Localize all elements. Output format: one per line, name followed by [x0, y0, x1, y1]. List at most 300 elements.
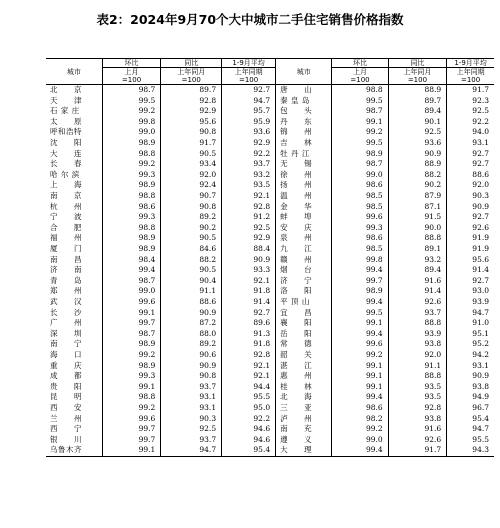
yoy-cell-left: 90.4	[161, 276, 222, 287]
city-cell-right: 济 宁	[276, 276, 332, 287]
city-cell-right: 韶 关	[276, 350, 332, 361]
avg-cell-right: 95.5	[447, 435, 494, 446]
yoy-cell-right: 88.8	[388, 233, 447, 244]
avg-cell-left: 92.2	[222, 149, 276, 160]
mom-cell-right: 98.6	[332, 403, 388, 414]
yoy-cell-right: 88.2	[388, 170, 447, 181]
avg-cell-left: 95.5	[222, 392, 276, 403]
city-cell-right: 唐 山	[276, 85, 332, 96]
yoy-cell-right: 91.6	[388, 276, 447, 287]
mom-cell-left: 98.8	[102, 149, 161, 160]
city-cell-left: 呼和浩特	[50, 127, 82, 137]
mom-cell-right: 99.4	[332, 297, 388, 308]
yoy-cell-left: 88.0	[161, 329, 222, 340]
yoy-cell-right: 89.4	[388, 265, 447, 276]
city-cell-left: 南 京	[50, 191, 82, 201]
base-right-1: =100	[332, 76, 388, 85]
mom-cell-right: 98.5	[332, 191, 388, 202]
city-cell-left: 银 川	[50, 434, 82, 444]
mom-cell-left: 98.7	[102, 276, 161, 287]
mom-cell-left: 98.7	[102, 85, 161, 96]
avg-cell-right: 94.9	[447, 392, 494, 403]
yoy-cell-left: 90.6	[161, 350, 222, 361]
mom-cell-left: 99.5	[102, 96, 161, 107]
mom-header-left: 环比	[102, 59, 161, 68]
mom-cell-right: 99.4	[332, 265, 388, 276]
mom-cell-right: 99.4	[332, 329, 388, 340]
city-cell-right: 南 充	[276, 424, 332, 435]
yoy-cell-left: 92.5	[161, 424, 222, 435]
avg-cell-right: 88.6	[447, 170, 494, 181]
avg-cell-right: 92.7	[447, 276, 494, 287]
city-cell-right: 惠 州	[276, 371, 332, 382]
yoy-cell-left: 93.4	[161, 159, 222, 170]
yoy-cell-right: 89.7	[388, 96, 447, 107]
avg-cell-left: 89.6	[222, 318, 276, 329]
mom-sub-right: 上月	[332, 68, 388, 77]
city-cell-left: 长 沙	[50, 307, 82, 317]
mom-cell-right: 99.6	[332, 212, 388, 223]
mom-cell-left: 99.6	[102, 297, 161, 308]
price-index-table	[46, 58, 494, 457]
yoy-cell-right: 88.8	[388, 318, 447, 329]
mom-cell-right: 99.1	[332, 371, 388, 382]
yoy-cell-right: 92.5	[388, 127, 447, 138]
table-row	[46, 96, 494, 107]
base-right-2: =100	[388, 76, 447, 85]
yoy-sub-right: 上年同月	[388, 68, 447, 77]
table-row	[46, 159, 494, 170]
table-row	[46, 350, 494, 361]
city-cell-right: 襄 阳	[276, 318, 332, 329]
table-title: 表2：2024年9月70个大中城市二手住宅销售价格指数	[96, 12, 404, 27]
yoy-cell-left: 93.1	[161, 403, 222, 414]
mom-cell-right: 98.9	[332, 286, 388, 297]
avg-cell-left: 91.3	[222, 329, 276, 340]
yoy-cell-right: 93.8	[388, 339, 447, 350]
yoy-cell-left: 90.5	[161, 149, 222, 160]
avg-cell-right: 94.7	[447, 307, 494, 318]
city-cell-right: 安 庆	[276, 223, 332, 234]
table-row	[46, 424, 494, 435]
avg-cell-right: 95.4	[447, 413, 494, 424]
city-cell-right: 徐 州	[276, 170, 332, 181]
city-cell-left: 郑 州	[50, 286, 82, 296]
avg-cell-left: 92.9	[222, 233, 276, 244]
yoy-cell-right: 93.8	[388, 413, 447, 424]
table-header	[46, 59, 494, 85]
mom-cell-right: 98.8	[332, 85, 388, 96]
yoy-cell-left: 90.5	[161, 265, 222, 276]
table-row	[46, 127, 494, 138]
mom-cell-right: 99.1	[332, 382, 388, 393]
yoy-cell-right: 92.8	[388, 403, 447, 414]
avg-cell-left: 94.6	[222, 435, 276, 446]
avg-cell-left: 92.1	[222, 360, 276, 371]
avg-cell-right: 93.1	[447, 138, 494, 149]
mom-cell-right: 98.6	[332, 233, 388, 244]
yoy-cell-right: 87.9	[388, 191, 447, 202]
avg-cell-right: 94.3	[447, 445, 494, 456]
table-row	[46, 392, 494, 403]
city-cell-left: 上 海	[50, 180, 82, 190]
city-cell-left: 哈 尔 滨	[50, 169, 80, 179]
avg-cell-left: 92.2	[222, 413, 276, 424]
table-row	[46, 286, 494, 297]
avg-cell-right: 92.7	[447, 159, 494, 170]
yoy-cell-left: 88.6	[161, 297, 222, 308]
mom-cell-left: 99.2	[102, 350, 161, 361]
mom-cell-left: 98.8	[102, 191, 161, 202]
city-cell-right: 包 头	[276, 106, 332, 117]
city-cell-right: 秦 皇 岛	[276, 96, 332, 107]
avg-cell-right: 92.7	[447, 212, 494, 223]
base-right-3: =100	[447, 76, 494, 85]
table-row	[46, 180, 494, 191]
yoy-cell-left: 89.2	[161, 212, 222, 223]
city-cell-right: 常 德	[276, 339, 332, 350]
city-cell-left: 厦 门	[50, 244, 82, 253]
mom-cell-right: 98.6	[332, 180, 388, 191]
mom-cell-right: 98.5	[332, 244, 388, 255]
table-row	[46, 297, 494, 308]
mom-cell-right: 98.5	[332, 202, 388, 213]
city-cell-left: 太 原	[50, 116, 82, 126]
yoy-cell-left: 93.7	[161, 435, 222, 446]
avg-cell-left: 95.9	[222, 117, 276, 128]
yoy-cell-right: 89.1	[388, 244, 447, 255]
avg-cell-right: 91.9	[447, 244, 494, 255]
yoy-cell-left: 93.1	[161, 392, 222, 403]
city-cell-right: 锦 州	[276, 127, 332, 138]
mom-cell-left: 99.6	[102, 413, 161, 424]
city-cell-left: 北 京	[50, 85, 82, 95]
mom-cell-left: 98.4	[102, 255, 161, 266]
city-cell-left: 海 口	[50, 349, 82, 359]
table-row	[46, 212, 494, 223]
yoy-cell-right: 90.2	[388, 180, 447, 191]
table-row	[46, 318, 494, 329]
avg-header-left: 1-9月平均	[222, 59, 276, 68]
avg-cell-left: 93.6	[222, 127, 276, 138]
yoy-cell-left: 90.2	[161, 223, 222, 234]
table-row	[46, 329, 494, 340]
avg-cell-left: 91.8	[222, 286, 276, 297]
city-cell-left: 杭 州	[50, 201, 82, 211]
avg-cell-left: 95.7	[222, 106, 276, 117]
city-cell-left: 重 庆	[50, 360, 82, 370]
avg-cell-right: 94.7	[447, 424, 494, 435]
table-row	[46, 85, 494, 96]
city-cell-right: 北 海	[276, 392, 332, 403]
city-cell-left: 宁 波	[50, 212, 82, 222]
city-cell-right: 赣 州	[276, 255, 332, 266]
mom-cell-right: 98.7	[332, 159, 388, 170]
mom-cell-left: 99.3	[102, 170, 161, 181]
city-cell-left: 深 圳	[50, 328, 82, 338]
table-row	[46, 445, 494, 456]
city-cell-right: 桂 林	[276, 382, 332, 393]
yoy-cell-right: 91.1	[388, 360, 447, 371]
table-row	[46, 149, 494, 160]
yoy-cell-left: 92.4	[161, 180, 222, 191]
yoy-cell-left: 94.7	[161, 445, 222, 456]
avg-header-right: 1-9月平均	[447, 59, 494, 68]
table-row	[46, 339, 494, 350]
base-left-3: =100	[222, 76, 276, 85]
mom-cell-right: 99.7	[332, 276, 388, 287]
avg-cell-right: 90.3	[447, 191, 494, 202]
yoy-cell-right: 93.9	[388, 329, 447, 340]
mom-cell-left: 99.4	[102, 265, 161, 276]
avg-cell-left: 92.9	[222, 138, 276, 149]
city-cell-right: 湛 江	[276, 360, 332, 371]
mom-cell-right: 99.3	[332, 223, 388, 234]
avg-cell-right: 95.2	[447, 339, 494, 350]
mom-header-right: 环比	[332, 59, 388, 68]
avg-cell-right: 92.2	[447, 117, 494, 128]
city-cell-right: 丹 东	[276, 117, 332, 128]
avg-cell-left: 94.6	[222, 424, 276, 435]
avg-cell-left: 93.3	[222, 265, 276, 276]
avg-cell-right: 92.0	[447, 180, 494, 191]
mom-cell-left: 99.2	[102, 106, 161, 117]
avg-cell-right: 91.9	[447, 233, 494, 244]
mom-cell-left: 98.9	[102, 233, 161, 244]
avg-cell-left: 92.1	[222, 276, 276, 287]
city-cell-right: 九 江	[276, 244, 332, 255]
city-cell-right: 烟 台	[276, 265, 332, 276]
mom-cell-right: 99.6	[332, 339, 388, 350]
avg-cell-right: 90.9	[447, 202, 494, 213]
mom-cell-left: 99.1	[102, 307, 161, 318]
yoy-cell-left: 84.6	[161, 244, 222, 255]
base-left-2: =100	[161, 76, 222, 85]
city-cell-right: 无 锡	[276, 159, 332, 170]
yoy-cell-right: 91.7	[388, 445, 447, 456]
avg-sub-left: 上年同期	[222, 68, 276, 77]
avg-cell-right: 93.9	[447, 297, 494, 308]
table-row	[46, 403, 494, 414]
city-cell-right: 岳 阳	[276, 329, 332, 340]
table-body	[46, 85, 494, 457]
city-cell-right: 大 理	[276, 445, 332, 456]
table-row	[46, 276, 494, 287]
mom-cell-right: 99.1	[332, 117, 388, 128]
yoy-cell-left: 89.2	[161, 339, 222, 350]
city-cell-right: 遵 义	[276, 435, 332, 446]
yoy-cell-right: 88.8	[388, 371, 447, 382]
yoy-cell-left: 89.7	[161, 85, 222, 96]
mom-cell-left: 98.8	[102, 223, 161, 234]
avg-cell-right: 94.0	[447, 127, 494, 138]
city-cell-right: 泉 州	[276, 233, 332, 244]
mom-cell-left: 99.3	[102, 212, 161, 223]
mom-cell-right: 98.2	[332, 413, 388, 424]
mom-cell-right: 98.9	[332, 149, 388, 160]
yoy-cell-left: 93.7	[161, 382, 222, 393]
yoy-cell-right: 91.5	[388, 212, 447, 223]
mom-cell-left: 99.1	[102, 445, 161, 456]
yoy-cell-right: 92.0	[388, 350, 447, 361]
yoy-cell-left: 92.0	[161, 170, 222, 181]
yoy-cell-right: 91.6	[388, 424, 447, 435]
yoy-cell-left: 92.8	[161, 96, 222, 107]
avg-cell-left: 92.5	[222, 223, 276, 234]
city-cell-left: 福 州	[50, 233, 82, 243]
city-cell-right: 扬 州	[276, 180, 332, 191]
yoy-cell-left: 90.5	[161, 233, 222, 244]
city-cell-left: 兰 州	[50, 413, 82, 423]
city-cell-left: 西 宁	[50, 424, 82, 434]
mom-cell-left: 99.7	[102, 318, 161, 329]
yoy-sub-left: 上年同月	[161, 68, 222, 77]
mom-cell-right: 99.5	[332, 138, 388, 149]
avg-cell-left: 91.2	[222, 212, 276, 223]
mom-cell-right: 99.1	[332, 318, 388, 329]
yoy-header-left: 同比	[161, 59, 222, 68]
city-cell-left: 天 津	[50, 95, 82, 105]
mom-cell-right: 98.7	[332, 106, 388, 117]
avg-sub-right: 上年同期	[447, 68, 494, 77]
yoy-cell-left: 90.8	[161, 202, 222, 213]
city-cell-right: 蚌 埠	[276, 212, 332, 223]
city-cell-left: 乌鲁木齐	[46, 445, 102, 456]
avg-cell-left: 94.7	[222, 96, 276, 107]
yoy-cell-left: 90.3	[161, 413, 222, 424]
mom-cell-right: 99.5	[332, 307, 388, 318]
mom-cell-left: 98.7	[102, 329, 161, 340]
avg-cell-right: 92.7	[447, 149, 494, 160]
mom-cell-right: 99.2	[332, 350, 388, 361]
avg-cell-left: 92.1	[222, 191, 276, 202]
table-row	[46, 191, 494, 202]
mom-cell-left: 99.1	[102, 382, 161, 393]
table-row	[46, 223, 494, 234]
avg-cell-left: 90.9	[222, 255, 276, 266]
yoy-cell-left: 92.9	[161, 106, 222, 117]
yoy-cell-right: 90.0	[388, 223, 447, 234]
avg-cell-right: 93.0	[447, 286, 494, 297]
table-row	[46, 170, 494, 181]
city-cell-left: 贵 阳	[50, 381, 82, 391]
avg-cell-left: 94.4	[222, 382, 276, 393]
mom-cell-left: 99.8	[102, 117, 161, 128]
yoy-cell-right: 93.2	[388, 255, 447, 266]
city-header-right: 城市	[276, 59, 332, 85]
mom-cell-left: 99.2	[102, 403, 161, 414]
table-row	[46, 255, 494, 266]
mom-cell-left: 99.7	[102, 424, 161, 435]
avg-cell-right: 95.1	[447, 329, 494, 340]
city-cell-left: 石 家 庄	[50, 106, 80, 116]
avg-cell-right: 91.0	[447, 318, 494, 329]
avg-cell-right: 92.3	[447, 96, 494, 107]
yoy-cell-right: 93.7	[388, 307, 447, 318]
city-cell-left: 武 汉	[50, 296, 82, 306]
yoy-cell-left: 90.9	[161, 360, 222, 371]
city-cell-left: 南 昌	[50, 254, 82, 264]
mom-cell-right: 99.4	[332, 392, 388, 403]
avg-cell-right: 92.5	[447, 106, 494, 117]
table-row	[46, 360, 494, 371]
yoy-cell-left: 95.6	[161, 117, 222, 128]
avg-cell-right: 95.6	[447, 255, 494, 266]
city-cell-left: 成 都	[50, 371, 82, 381]
table-row	[46, 382, 494, 393]
yoy-cell-right: 90.9	[388, 149, 447, 160]
avg-cell-right: 91.4	[447, 265, 494, 276]
city-cell-right: 泸 州	[276, 413, 332, 424]
yoy-cell-right: 93.5	[388, 392, 447, 403]
base-left-1: =100	[102, 76, 161, 85]
city-cell-right: 吉 林	[276, 138, 332, 149]
avg-cell-right: 94.2	[447, 350, 494, 361]
mom-cell-right: 99.1	[332, 360, 388, 371]
mom-cell-left: 99.3	[102, 371, 161, 382]
city-cell-right: 牡 丹 江	[276, 149, 332, 160]
yoy-cell-left: 90.8	[161, 127, 222, 138]
city-header-left: 城市	[46, 59, 102, 85]
avg-cell-right: 92.6	[447, 223, 494, 234]
yoy-cell-left: 88.2	[161, 255, 222, 266]
mom-cell-left: 98.9	[102, 138, 161, 149]
avg-cell-right: 93.8	[447, 382, 494, 393]
yoy-cell-left: 90.9	[161, 307, 222, 318]
mom-cell-left: 98.9	[102, 244, 161, 255]
city-cell-left: 昆 明	[50, 392, 82, 402]
city-cell-left: 南 宁	[50, 339, 82, 349]
yoy-cell-right: 89.4	[388, 106, 447, 117]
avg-cell-left: 93.2	[222, 170, 276, 181]
table-row	[46, 244, 494, 255]
avg-cell-right: 90.9	[447, 371, 494, 382]
avg-cell-left: 93.7	[222, 159, 276, 170]
avg-cell-left: 92.7	[222, 85, 276, 96]
mom-cell-left: 99.0	[102, 286, 161, 297]
avg-cell-left: 93.5	[222, 180, 276, 191]
yoy-cell-left: 91.1	[161, 286, 222, 297]
table-row	[46, 371, 494, 382]
avg-cell-left: 92.7	[222, 307, 276, 318]
yoy-header-right: 同比	[388, 59, 447, 68]
avg-cell-left: 92.1	[222, 371, 276, 382]
mom-cell-left: 98.6	[102, 202, 161, 213]
city-cell-right: 宜 昌	[276, 307, 332, 318]
mom-cell-left: 98.8	[102, 392, 161, 403]
mom-cell-right: 99.2	[332, 424, 388, 435]
yoy-cell-left: 87.2	[161, 318, 222, 329]
avg-cell-left: 91.8	[222, 339, 276, 350]
yoy-cell-right: 93.5	[388, 382, 447, 393]
avg-cell-right: 93.1	[447, 360, 494, 371]
yoy-cell-right: 92.6	[388, 435, 447, 446]
mom-cell-left: 99.2	[102, 159, 161, 170]
city-cell-left: 大 连	[50, 148, 82, 158]
yoy-cell-right: 91.4	[388, 286, 447, 297]
city-cell-left: 青 岛	[50, 275, 82, 285]
table-row	[46, 435, 494, 446]
yoy-cell-right: 90.1	[388, 117, 447, 128]
table-row	[46, 307, 494, 318]
yoy-cell-right: 92.6	[388, 297, 447, 308]
mom-cell-right: 99.2	[332, 127, 388, 138]
city-cell-right: 金 华	[276, 202, 332, 213]
city-cell-left: 西 安	[50, 402, 82, 412]
mom-cell-left: 98.9	[102, 360, 161, 371]
mom-cell-left: 98.9	[102, 339, 161, 350]
avg-cell-left: 92.8	[222, 350, 276, 361]
